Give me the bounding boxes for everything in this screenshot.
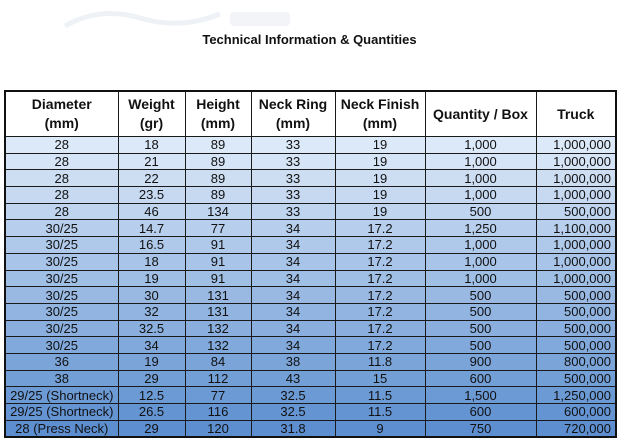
column-header: Neck Finish (mm) [335,91,425,137]
table-cell: 1,000,000 [536,253,616,270]
table-cell: 17.2 [335,237,425,254]
table-cell: 34 [251,287,335,304]
table-cell: 1,000 [425,170,536,187]
table-cell: 112 [185,370,251,387]
table-cell: 77 [185,220,251,237]
table-cell: 500 [425,337,536,354]
table-cell: 30 [118,287,185,304]
table-cell: 89 [185,153,251,170]
table-cell: 1,000 [425,137,536,154]
table-cell: 29/25 (Shortneck) [5,404,118,421]
table-cell: 89 [185,170,251,187]
table-cell: 1,000 [425,187,536,204]
table-cell: 750 [425,420,536,437]
table-cell: 30/25 [5,253,118,270]
table-cell: 30/25 [5,270,118,287]
table-cell: 34 [251,303,335,320]
table-cell: 600 [425,404,536,421]
column-header: Quantity / Box [425,91,536,137]
table-cell: 46 [118,203,185,220]
table-cell: 30/25 [5,287,118,304]
table-row [5,303,616,320]
table-row [5,353,616,370]
table-row [5,220,616,237]
table-cell: 16.5 [118,237,185,254]
table-row [5,253,616,270]
table-cell: 134 [185,203,251,220]
table-cell: 34 [251,337,335,354]
table-cell: 38 [5,370,118,387]
table-cell: 131 [185,303,251,320]
table-cell: 14.7 [118,220,185,237]
table-cell: 89 [185,137,251,154]
table-cell: 19 [335,187,425,204]
table-cell: 17.2 [335,287,425,304]
column-header: Neck Ring (mm) [251,91,335,137]
table-cell: 500 [425,203,536,220]
table-cell: 18 [118,253,185,270]
table-cell: 500,000 [536,337,616,354]
table-cell: 19 [335,153,425,170]
column-header: Diameter (mm) [5,91,118,137]
table-cell: 26.5 [118,404,185,421]
table-cell: 33 [251,170,335,187]
table-body [5,137,616,438]
table-cell: 17.2 [335,337,425,354]
table-row [5,137,616,154]
table-cell: 31.8 [251,420,335,437]
table-cell: 131 [185,287,251,304]
table-cell: 600,000 [536,404,616,421]
table-cell: 28 [5,170,118,187]
table-cell: 19 [335,137,425,154]
table-cell: 32.5 [118,320,185,337]
page-title: Technical Information & Quantities [202,32,417,47]
table-cell: 32 [118,303,185,320]
table-cell: 500,000 [536,303,616,320]
table-cell: 29 [118,370,185,387]
table-cell: 84 [185,353,251,370]
table-cell: 32.5 [251,387,335,404]
table-row [5,170,616,187]
table-cell: 15 [335,370,425,387]
table-cell: 17.2 [335,270,425,287]
table-cell: 30/25 [5,320,118,337]
technical-info-table [4,90,617,438]
table-row [5,187,616,204]
table-cell: 500 [425,320,536,337]
table-cell: 500,000 [536,370,616,387]
table-cell: 43 [251,370,335,387]
table-cell: 500,000 [536,320,616,337]
table-row [5,370,616,387]
table-cell: 800,000 [536,353,616,370]
table-row [5,270,616,287]
table-cell: 34 [251,270,335,287]
table-cell: 89 [185,187,251,204]
table-cell: 1,100,000 [536,220,616,237]
table-cell: 500,000 [536,287,616,304]
table-cell: 23.5 [118,187,185,204]
table-row [5,404,616,421]
table-cell: 30/25 [5,220,118,237]
table-cell: 17.2 [335,303,425,320]
table-cell: 1,000 [425,270,536,287]
table-cell: 17.2 [335,220,425,237]
table-cell: 1,000 [425,237,536,254]
table-cell: 29 [118,420,185,437]
table-cell: 1,000,000 [536,137,616,154]
table-cell: 36 [5,353,118,370]
table-cell: 11.5 [335,404,425,421]
table-cell: 1,500 [425,387,536,404]
table-row [5,420,616,437]
table-cell: 1,000,000 [536,187,616,204]
table-cell: 11.5 [335,387,425,404]
table-cell: 9 [335,420,425,437]
table-row [5,337,616,354]
table-cell: 720,000 [536,420,616,437]
table-row [5,203,616,220]
table-cell: 91 [185,237,251,254]
table-cell: 900 [425,353,536,370]
table-cell: 19 [335,170,425,187]
table-header-row [5,91,616,137]
table-cell: 500 [425,287,536,304]
table-cell: 33 [251,203,335,220]
table-cell: 33 [251,137,335,154]
table-cell: 17.2 [335,253,425,270]
table-cell: 77 [185,387,251,404]
table-cell: 1,250,000 [536,387,616,404]
table-cell: 28 [5,153,118,170]
table-cell: 500,000 [536,203,616,220]
table-cell: 1,250 [425,220,536,237]
table-cell: 34 [251,253,335,270]
table-row [5,287,616,304]
table-cell: 22 [118,170,185,187]
table-cell: 500 [425,303,536,320]
table-cell: 19 [335,203,425,220]
table-cell: 18 [118,137,185,154]
table-cell: 33 [251,187,335,204]
table-cell: 1,000,000 [536,153,616,170]
table-cell: 33 [251,153,335,170]
table-cell: 600 [425,370,536,387]
table-cell: 17.2 [335,320,425,337]
table-cell: 28 [5,187,118,204]
table-cell: 19 [118,353,185,370]
table-cell: 11.8 [335,353,425,370]
table-cell: 28 [5,137,118,154]
table-cell: 120 [185,420,251,437]
table-cell: 12.5 [118,387,185,404]
table-cell: 1,000,000 [536,270,616,287]
column-header: Weight (gr) [118,91,185,137]
table-cell: 21 [118,153,185,170]
table-cell: 132 [185,337,251,354]
table-cell: 91 [185,270,251,287]
table-cell: 1,000,000 [536,170,616,187]
table-cell: 19 [118,270,185,287]
table-cell: 29/25 (Shortneck) [5,387,118,404]
table-cell: 30/25 [5,303,118,320]
table-cell: 34 [251,237,335,254]
table-cell: 1,000 [425,253,536,270]
table-cell: 132 [185,320,251,337]
table-cell: 32.5 [251,404,335,421]
table-cell: 1,000,000 [536,237,616,254]
table-cell: 91 [185,253,251,270]
faded-logo-watermark [60,4,320,34]
table-cell: 38 [251,353,335,370]
table-row [5,153,616,170]
column-header: Truck [536,91,616,137]
table-row [5,320,616,337]
table-cell: 34 [251,220,335,237]
table-cell: 34 [118,337,185,354]
table-cell: 30/25 [5,237,118,254]
table-cell: 1,000 [425,153,536,170]
table-cell: 34 [251,320,335,337]
column-header: Height (mm) [185,91,251,137]
table-cell: 28 [5,203,118,220]
table-row [5,387,616,404]
table-cell: 116 [185,404,251,421]
table-cell: 30/25 [5,337,118,354]
table-cell: 28 (Press Neck) [5,420,118,437]
table-row [5,237,616,254]
